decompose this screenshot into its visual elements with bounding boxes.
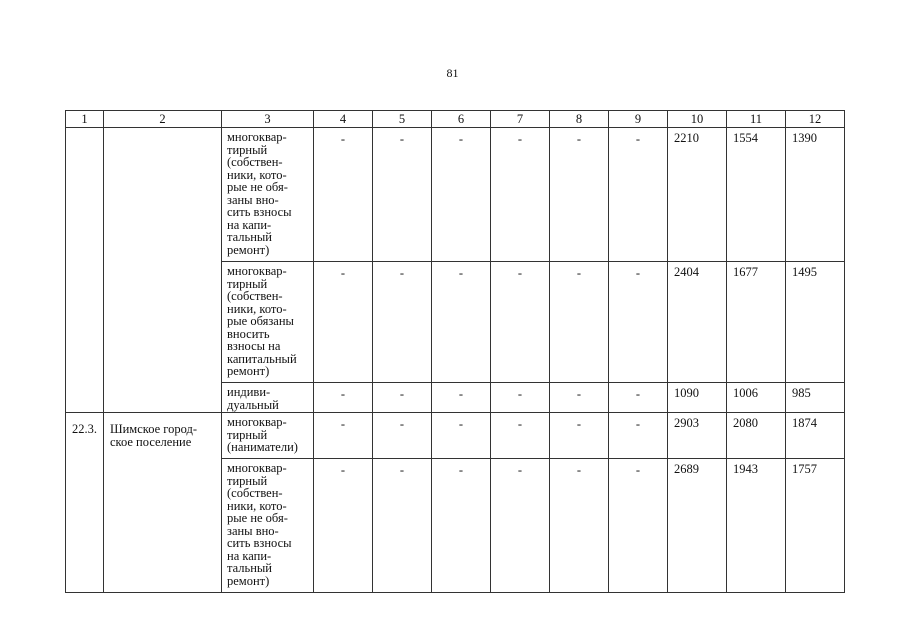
value-cell: - [491,128,550,262]
value-cell: - [314,383,373,413]
row-number-cell [66,128,104,413]
tariff-table [65,110,845,593]
cell-text-line: Шимское город- [110,422,197,436]
header-cell: 8 [550,111,609,128]
cell-text-line: сить взносы [227,536,292,550]
cell-text-line: (собствен- [227,486,283,500]
value-cell: - [609,413,668,459]
cell-text-line: заны вно- [227,523,279,538]
cell-text-line: тальный [227,230,272,244]
cell-text-line: капитальный [227,351,297,366]
cell-text-line: вносить [227,326,270,341]
value-cell: - [373,262,432,383]
value-cell: - [609,383,668,413]
header-cell: 9 [609,111,668,128]
cell-text-line: многоквар- [227,415,287,429]
value-cell: - [432,262,491,383]
cell-text-line: тирный [227,473,268,488]
cell-text-line: ники, кото- [227,167,287,182]
value-cell: - [373,383,432,413]
housing-type-cell [222,383,314,413]
value-cell: - [432,128,491,262]
cell-text-line: многоквар- [227,130,287,144]
value-cell: 1554 [727,128,786,262]
cell-text-line: дуальный [227,397,279,412]
value-cell: - [314,459,373,593]
value-cell: 2080 [727,413,786,459]
value-cell: 2903 [668,413,727,459]
value-cell: - [491,413,550,459]
value-cell: 1006 [727,383,786,413]
value-cell: - [550,459,609,593]
cell-text-line: заны вно- [227,192,279,207]
row-number-cell: 22.3. [66,413,104,593]
value-cell: - [373,459,432,593]
cell-text-line: ремонт) [227,242,270,257]
value-cell: 2210 [668,128,727,262]
housing-type-cell [222,413,314,459]
header-cell: 5 [373,111,432,128]
value-cell: - [550,413,609,459]
cell-text-line: тирный [227,142,268,157]
value-cell: 1757 [786,459,845,593]
value-cell: - [314,413,373,459]
cell-text-line: ники, кото- [227,498,287,513]
cell-text-line: (собствен- [227,289,283,303]
cell-text-line: ское поселение [110,434,192,449]
value-cell: - [432,383,491,413]
settlement-name-cell [104,128,222,413]
table-row [66,128,845,262]
value-cell: - [609,459,668,593]
value-cell: 2689 [668,459,727,593]
value-cell: - [314,128,373,262]
cell-text-line: рые обязаны [227,314,294,328]
header-cell: 4 [314,111,373,128]
value-cell: - [491,383,550,413]
value-cell: - [609,128,668,262]
cell-text-line: (собствен- [227,155,283,169]
table-row [66,413,845,459]
housing-type-cell [222,262,314,383]
housing-type-cell [222,128,314,262]
cell-text-line: ремонт) [227,573,270,588]
header-cell: 6 [432,111,491,128]
value-cell: 985 [786,383,845,413]
header-cell: 1 [66,111,104,128]
value-cell: - [314,262,373,383]
value-cell: - [609,262,668,383]
housing-type-cell [222,459,314,593]
value-cell: - [432,459,491,593]
cell-text-line: ники, кото- [227,301,287,316]
value-cell: - [491,262,550,383]
value-cell: 2404 [668,262,727,383]
cell-text-line: на капи- [227,548,272,563]
cell-text-line: рые не обя- [227,511,288,525]
table-header-row [66,111,845,128]
value-cell: - [550,128,609,262]
value-cell: 1677 [727,262,786,383]
header-cell: 7 [491,111,550,128]
value-cell: 1390 [786,128,845,262]
cell-text-line: тальный [227,561,272,575]
cell-text-line: взносы на [227,339,281,353]
value-cell: - [373,413,432,459]
cell-text-line: тирный [227,427,268,442]
cell-text-line: (наниматели) [227,440,298,454]
cell-text-line: сить взносы [227,205,292,219]
value-cell: - [550,383,609,413]
cell-text-line: многоквар- [227,264,287,278]
value-cell: 1874 [786,413,845,459]
value-cell: 1495 [786,262,845,383]
page-number: 81 [446,66,459,80]
value-cell: - [373,128,432,262]
settlement-name-cell [104,413,222,593]
header-cell: 10 [668,111,727,128]
value-cell: 1090 [668,383,727,413]
header-cell: 3 [222,111,314,128]
cell-text-line: тирный [227,276,268,291]
value-cell: 1943 [727,459,786,593]
cell-text-line: на капи- [227,217,272,232]
value-cell: - [550,262,609,383]
header-cell: 2 [104,111,222,128]
value-cell: - [491,459,550,593]
header-cell: 12 [786,111,845,128]
cell-text-line: рые не обя- [227,180,288,194]
cell-text-line: многоквар- [227,461,287,475]
cell-text-line: индиви- [227,385,271,399]
cell-text-line: ремонт) [227,364,270,378]
header-cell: 11 [727,111,786,128]
value-cell: - [432,413,491,459]
